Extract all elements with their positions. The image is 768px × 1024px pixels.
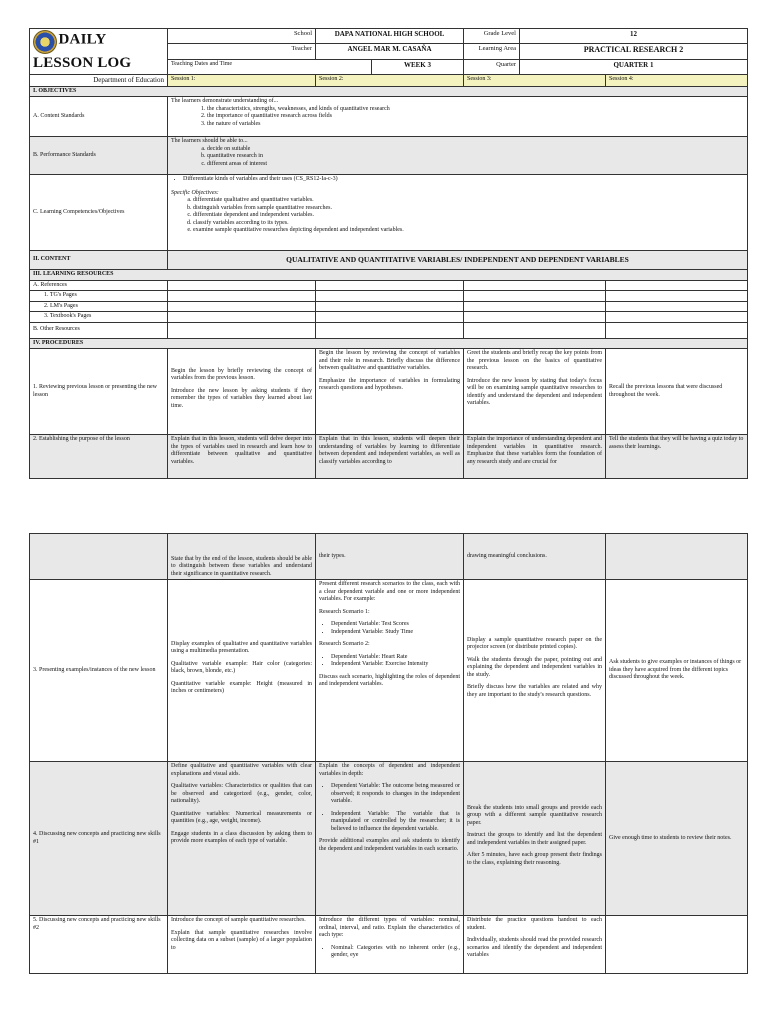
procedure-text: Walk the students through the paper, pointing out and explaining the dependent and independent variables in the study. xyxy=(467,656,602,678)
competencies-label: C. Learning Competencies/Objectives xyxy=(30,175,168,251)
specific-objective: b. distinguish variables from sample quantitative researches. xyxy=(193,205,744,213)
content-standard-item: 2. the importance of quantitative research across fields xyxy=(207,113,744,121)
procedure-text: Break the students into small groups and provide each group with a different sample quantitative research paper. xyxy=(467,804,602,826)
session-1-header: Session 1: xyxy=(168,74,316,86)
procedure-text: Introduce the different types of variables: nominal, ordinal, interval, and ratio. Explain the characteristics of each type: xyxy=(319,917,460,938)
lesson-log-page-1 xyxy=(29,28,748,479)
procedure-text: Begin the lesson by briefly reviewing the concept of variables from the previous lesson. xyxy=(171,367,312,382)
area-label: Learning Area xyxy=(464,43,520,59)
procedure-text: Explain the concepts of dependent and independent variables in depth: xyxy=(319,763,460,777)
specific-objective: a. differentiate qualitative and quantitative variables. xyxy=(193,197,744,205)
teacher-value: ANGEL MAR M. CASAÑA xyxy=(316,43,464,59)
performance-item: c. different areas of interest xyxy=(207,161,744,169)
procedure-text: Greet the students and briefly recap the key points from the previous lesson on the basics of quantitative research. xyxy=(467,350,602,371)
lesson-log-page-2 xyxy=(29,533,748,974)
performance-item: b. quantitative research in xyxy=(207,153,744,161)
tg-pages-label: 1. TG's Pages xyxy=(30,291,168,302)
performance-item: a. decide on suitable xyxy=(207,146,744,154)
lm-pages-label: 2. LM's Pages xyxy=(30,301,168,312)
procedure-text: Qualitative variables: Characteristics or qualities that can be observed and categorized (e.g., gender, color, nationality). xyxy=(171,783,312,804)
procedure-text: Emphasize the importance of variables in formulating research questions and hypotheses. xyxy=(319,377,460,391)
variable-type-item: • Nominal: Categories with no inherent order (e.g., gender, eye xyxy=(331,945,460,960)
procedure-2-cont-session-1: State that by the end of the lesson, students should be able to distinguish between these variables and understand their significance in quantitative research. xyxy=(168,534,316,580)
procedure-4-session-2 xyxy=(316,762,464,916)
other-resources-label: B. Other Resources xyxy=(30,322,168,338)
procedure-1-label: 1. Reviewing previous lesson or presenting the new lesson xyxy=(30,349,168,435)
procedure-3-session-3 xyxy=(464,580,606,762)
specific-objective: e. examine sample quantitative researches depicting dependent and independent variables. xyxy=(193,227,744,235)
content-value: QUALITATIVE AND QUANTITATIVE VARIABLES/ INDEPENDENT AND DEPENDENT VARIABLES xyxy=(168,251,748,270)
procedure-text: Research Scenario 2: xyxy=(319,641,370,647)
competency-main: • Differentiate kinds of variables and their uses (CS_RS12-Ia-c-3) xyxy=(183,176,744,184)
competencies-cell xyxy=(168,175,748,251)
procedure-5-session-1 xyxy=(168,916,316,974)
session-4-header: Session 4: xyxy=(606,74,748,86)
procedure-2-session-4: Tell the students that they will be having a quiz today to assess their learnings. xyxy=(606,435,748,479)
session-3-header: Session 3: xyxy=(464,74,606,86)
procedure-4-session-4: Give enough time to students to review their notes. xyxy=(606,762,748,916)
content-heading: II. CONTENT xyxy=(30,251,168,270)
school-label: School xyxy=(168,29,316,44)
procedure-3-session-2 xyxy=(316,580,464,762)
procedure-text: Briefly discuss how the variables are related and why they are important to the study's research questions. xyxy=(467,684,602,698)
department-label: Department of Education xyxy=(30,74,168,86)
procedure-4-session-1 xyxy=(168,762,316,916)
dates-label: Teaching Dates and Time xyxy=(168,60,372,75)
quarter-label: Quarter xyxy=(464,60,520,75)
grade-label: Grade Level xyxy=(464,29,520,44)
procedure-text: Present different research scenarios to the class, each with a clear dependent variable and one or more independent variables. For example: xyxy=(319,581,460,602)
session-2-header: Session 2: xyxy=(316,74,464,86)
teacher-label: Teacher xyxy=(168,43,316,59)
procedure-text: Define qualitative and quantitative variables with clear explanations and visual aids. xyxy=(171,763,312,777)
specific-objective: d. classify variables according to its types. xyxy=(193,220,744,228)
scenario-item: • Independent Variable: Exercise Intensity xyxy=(331,661,460,669)
content-standards-cell xyxy=(168,97,748,137)
procedure-text: Instruct the groups to identify and list the dependent and independent variables in their assigned paper. xyxy=(467,832,602,846)
procedure-2-session-2: Explain that in this lesson, students will deepen their understanding of variables by learning to differentiate between dependent and independent variables, as well as classify variables according to xyxy=(316,435,464,479)
procedure-4-label: 4. Discussing new concepts and practicing new skills #1 xyxy=(30,762,168,916)
procedure-text: Individually, students should read the provided research scenarios and identify the dependent and independent variables xyxy=(467,937,602,958)
procedure-text: Discuss each scenario, highlighting the roles of dependent and independent variables. xyxy=(319,673,460,687)
procedure-1-session-2 xyxy=(316,349,464,435)
specific-objectives-label: Specific Objectives: xyxy=(171,189,219,196)
dll-title: DAILY LESSON LOG xyxy=(33,31,132,71)
specific-objective: c. differentiate dependent and independent variables. xyxy=(193,212,744,220)
procedure-text: Begin the lesson by reviewing the concept of variables and their role in research. Briefly discuss the difference between qualitative and quantitative variables. xyxy=(319,350,460,371)
procedure-text: Explain that sample quantitative researches involve collecting data on a subset (sample) of a larger population to xyxy=(171,929,312,951)
procedure-1-session-1 xyxy=(168,349,316,435)
procedure-text: Distribute the practice questions handout to each student. xyxy=(467,917,602,931)
procedure-text: Quantitative variables: Numerical measurements or quantities (e.g., age, weight, income). xyxy=(171,810,312,824)
procedure-text: Qualitative variable example: Hair color (categories: black, brown, blonde, etc.) xyxy=(171,660,312,674)
content-standards-intro: The learners demonstrate understanding of... xyxy=(171,98,279,104)
performance-standards-label: B. Performance Standards xyxy=(30,137,168,175)
procedure-2-label: 2. Establishing the purpose of the lesson xyxy=(30,435,168,479)
content-standard-item: 1. the characteristics, strengths, weaknesses, and kinds of quantitative research xyxy=(207,106,744,114)
procedure-2-cont-session-2: their types. xyxy=(316,534,464,580)
area-value: PRACTICAL RESEARCH 2 xyxy=(520,43,748,59)
content-standard-item: 3. the nature of variables xyxy=(207,121,744,129)
grade-value: 12 xyxy=(520,29,748,44)
procedure-5-label: 5. Discussing new concepts and practicing new skills #2 xyxy=(30,916,168,974)
procedure-3-label: 3. Presenting examples/instances of the new lesson xyxy=(30,580,168,762)
performance-standards-cell xyxy=(168,137,748,175)
procedure-text: After 5 minutes, have each group present their findings to the class, explaining their reasoning. xyxy=(467,852,602,866)
procedure-text: Introduce the concept of sample quantitative researches. xyxy=(171,917,306,923)
procedure-text: Research Scenario 1: xyxy=(319,608,370,615)
variable-definition: • Dependent Variable: The outcome being measured or observed; it responds to changes in the independent variable. xyxy=(331,783,460,806)
procedure-text: Display a sample quantitative research paper on the projector screen (or distribute printed copies). xyxy=(467,636,602,651)
procedure-text: Provide additional examples and ask students to identify the dependent and independent variables in each scenario. xyxy=(319,838,460,852)
procedure-1-session-3 xyxy=(464,349,606,435)
header-logo-cell xyxy=(30,29,168,75)
procedure-text: Introduce the new lesson by stating that today's focus will be on examining sample quantitative researches to identify and understand the dependent and independent variables. xyxy=(467,377,602,406)
week-value: WEEK 3 xyxy=(372,60,464,75)
resources-heading: III. LEARNING RESOURCES xyxy=(30,270,748,281)
procedure-3-session-4: Ask students to give examples or instances of things or ideas they have acquired from the different topics discussed throughout the week. xyxy=(606,580,748,762)
deped-seal-icon xyxy=(33,30,57,54)
scenario-item: • Dependent Variable: Heart Rate xyxy=(331,654,460,662)
procedure-4-session-3 xyxy=(464,762,606,916)
procedure-1-session-4: Recall the previous lessons that were discussed throughout the week. xyxy=(606,349,748,435)
references-label: A. References xyxy=(30,280,168,291)
procedure-text: Introduce the new lesson by asking students if they remember the types of variables they learned about last time. xyxy=(171,387,312,409)
school-value: DAPA NATIONAL HIGH SCHOOL xyxy=(316,29,464,44)
procedure-5-session-2 xyxy=(316,916,464,974)
procedure-text: Display examples of qualitative and quantitative variables using a multimedia presentation. xyxy=(171,640,312,654)
procedure-text: Quantitative variable example: Height (measured in inches or centimeters) xyxy=(171,680,312,694)
performance-intro: The learners should be able to... xyxy=(171,138,248,144)
quarter-value: QUARTER 1 xyxy=(520,60,748,75)
scenario-item: • Independent Variable: Study Time xyxy=(331,629,460,637)
procedure-2-session-3: Explain the importance of understanding dependent and independent variables in quantitative research. Emphasize that these variables form the foundation of any research study and are crucial for xyxy=(464,435,606,479)
textbook-pages-label: 3. Textbook's Pages xyxy=(30,312,168,323)
procedure-2-session-1: Explain that in this lesson, students will delve deeper into the types of variables used in research and learn how to differentiate between qualitative and quantitative variables. xyxy=(168,435,316,479)
procedure-3-session-1 xyxy=(168,580,316,762)
scenario-item: • Dependent Variable: Test Scores xyxy=(331,621,460,629)
objectives-heading: I. OBJECTIVES xyxy=(30,86,748,97)
procedures-heading: IV. PROCEDURES xyxy=(30,338,748,349)
procedure-text: Engage students in a class discussion by asking them to provide more examples of each type of variable. xyxy=(171,830,312,844)
procedure-2-cont-session-3: drawing meaningful conclusions. xyxy=(464,534,606,580)
content-standards-label: A. Content Standards xyxy=(30,97,168,137)
variable-definition: • Independent Variable: The variable that is manipulated or controlled by the researcher; it is believed to influence the dependent variable. xyxy=(331,811,460,834)
procedure-5-session-3 xyxy=(464,916,606,974)
